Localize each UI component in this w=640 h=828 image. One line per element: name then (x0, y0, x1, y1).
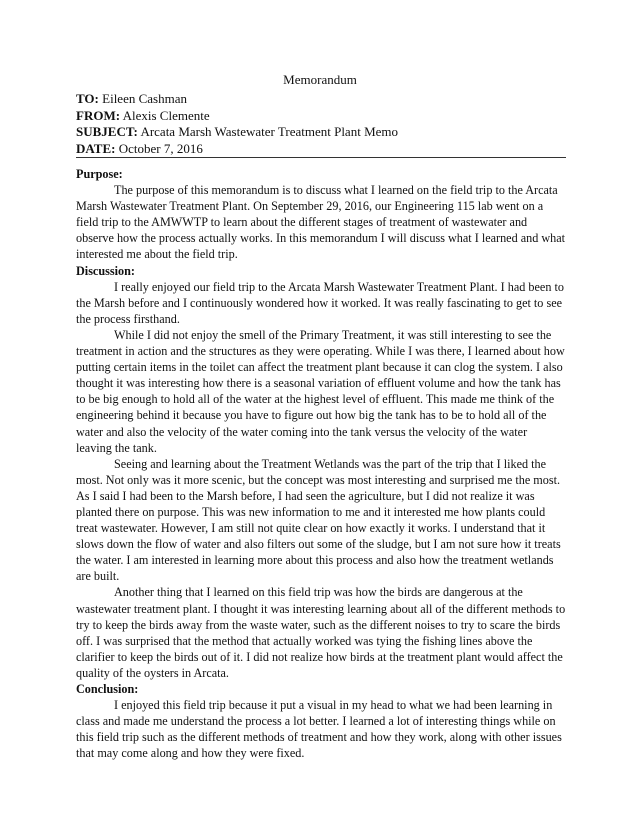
discussion-paragraph: Another thing that I learned on this field trip was how the birds are dangerous at the wastewater treatment plant. I thought it was interesting learning about all of the different methods to try to keep the birds away from the waste water, such as the different noises to try to scare the birds off. I was surprised that the method that actually worked was tying the fishing lines above the clarifier to keep the birds out of it. I did not realize how birds at the treatment plant would affect the quality of the oysters in Arcata. (76, 585, 566, 680)
discussion-heading: Discussion: (76, 263, 135, 278)
memo-header (76, 91, 398, 157)
header-divider (76, 157, 566, 158)
date-line (76, 141, 398, 158)
date-label: DATE: (76, 140, 116, 156)
memo-title: Memorandum (283, 72, 357, 87)
subject-value: Arcata Marsh Wastewater Treatment Plant Memo (140, 124, 399, 139)
to-label: TO: (76, 91, 99, 106)
from-line (76, 108, 398, 125)
conclusion-paragraph: I enjoyed this field trip because it put a visual in my head to what we had been learning in class and made me understand the process a lot better. I learned a lot of interesting things while on this field trip such as the different methods of treatment and how they work, along with other issues that may come along and how they were fixed. (76, 698, 562, 761)
purpose-heading: Purpose: (76, 167, 123, 181)
purpose-paragraph: The purpose of this memorandum is to discuss what I learned on the field trip to the Arcata Marsh Wastewater Treatment Plant. On September 29, 2016, our Engineering 115 lab went on a field trip to the AMWWTP to learn about the different stages of treatment of wastewater and observe how the process actually works. In this memorandum I will discuss what I learned and what interested me about the field trip. (76, 183, 566, 262)
from-label: FROM: (76, 107, 121, 123)
subject-line (76, 124, 398, 141)
date-value: October 7, 2016 (118, 140, 203, 156)
memo-body (76, 166, 566, 761)
discussion-paragraph: While I did not enjoy the smell of the Primary Treatment, it was still interesting to see the treatment in action and the structures as they were operating. While I was there, I learned about how putting certain items in the toilet can affect the treatment plant because it can clog the system. I also thought it was interesting how there is a seasonal variation of effluent volume and how the tank has to be big enough to hold all of the water at the highest level of effluent. This made me think of the engineering behind it because you have to figure out how big the tank has to be to hold all of the water and also the velocity of the water coming into the tank versus the velocity of the water leaving the tank. (76, 327, 565, 455)
discussion-paragraph: I really enjoyed our field trip to the Arcata Marsh Wastewater Treatment Plant. I had been to the Marsh before and I continuously wondered how it worked. It was really fascinating to get to see the process firsthand. (76, 279, 564, 326)
to-line (76, 91, 398, 108)
subject-label: SUBJECT: (76, 124, 138, 139)
to-value: Eileen Cashman (102, 91, 187, 106)
from-value: Alexis Clemente (122, 107, 210, 123)
discussion-paragraph: Seeing and learning about the Treatment Wetlands was the part of the trip that I liked the most. Not only was it more scenic, but the concept was most interesting and surprised me the most. As I said I had been to the Marsh before, I had seen the agriculture, but I did not realize it was planted there on purpose. This was new information to me and it interested me how plants could treat wastewater. However, I am still not quite clear on how exactly it works. I understand that it slows down the flow of water and also filters out some of the sludge, but I am not sure how it treats the water. I am interested in learning more about this process and also how the treatment wetlands are built. (76, 456, 561, 584)
conclusion-heading: Conclusion: (76, 682, 139, 696)
